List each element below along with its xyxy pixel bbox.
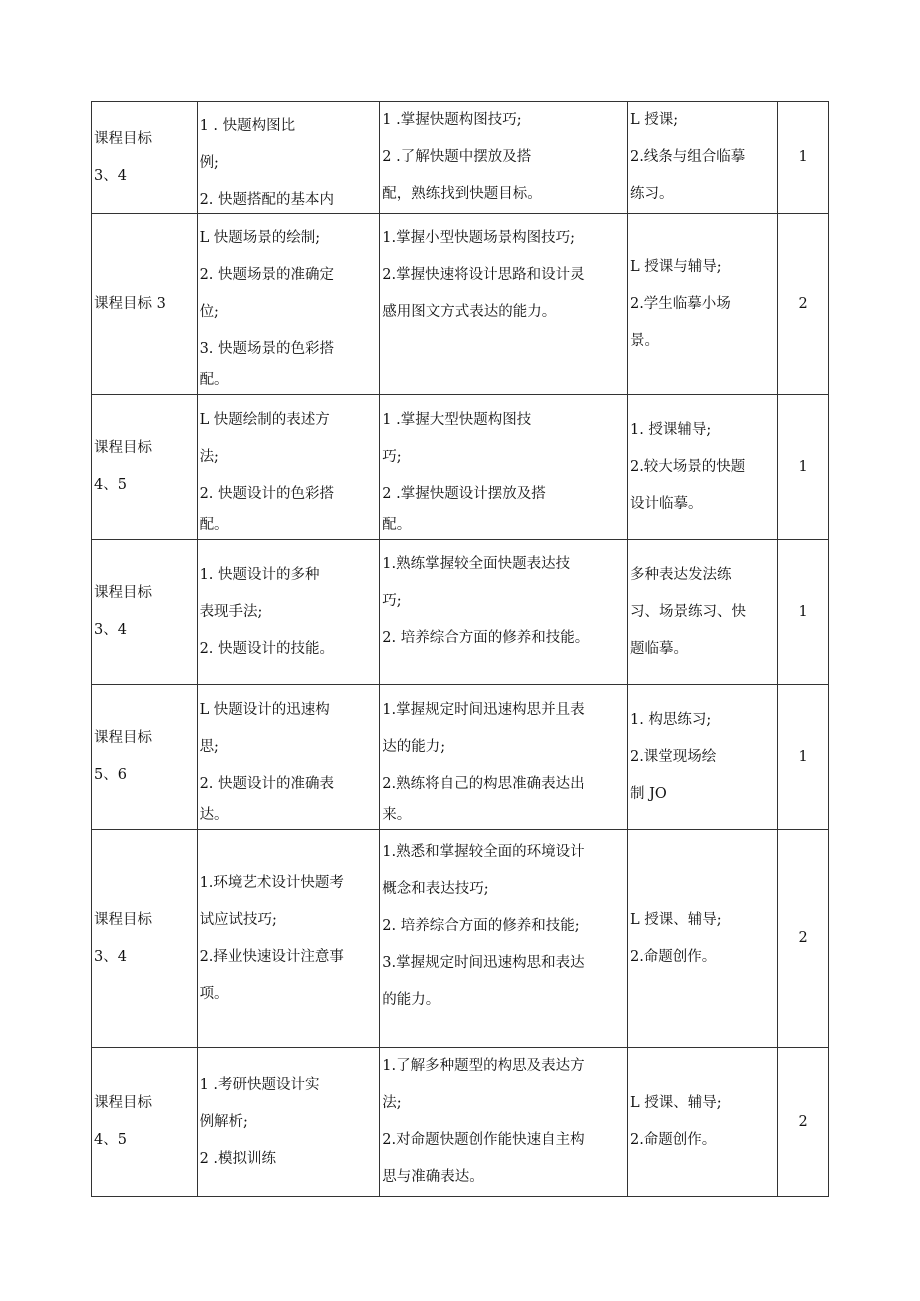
table-row <box>92 395 829 540</box>
objective-cell: 课程目标 3、4 <box>92 102 198 214</box>
goals-cell: 1 .掌握快题构图技巧; 2 .了解快题中摆放及搭 配，熟练找到快题目标。 <box>380 102 628 214</box>
goals-cell: 1 .掌握大型快题构图技 巧; 2 .掌握快题设计摆放及搭 配。 <box>380 395 628 540</box>
table-row <box>92 830 829 1048</box>
objective-cell: 课程目标 4、5 <box>92 1048 198 1197</box>
method-cell: 1. 授课辅导; 2.较大场景的快题 设计临摹。 <box>627 395 777 540</box>
table-row <box>92 1048 829 1197</box>
hours-cell: 1 <box>778 540 829 685</box>
content-cell: 1 .考研快题设计实 例解析; 2 .模拟训练 <box>197 1048 380 1197</box>
method-cell: L 授课、辅导; 2.命题创作。 <box>627 830 777 1048</box>
course-schedule-table <box>91 101 829 1197</box>
objective-cell: 课程目标 5、6 <box>92 685 198 830</box>
content-cell: L 快题场景的绘制; 2. 快题场景的准确定 位; 3. 快题场景的色彩搭 配。 <box>197 214 380 395</box>
content-cell: L 快题设计的迅速构 思; 2. 快题设计的准确表 达。 <box>197 685 380 830</box>
hours-cell: 1 <box>778 395 829 540</box>
hours-cell: 2 <box>778 1048 829 1197</box>
content-cell: 1 . 快题构图比 例; 2. 快题搭配的基本内 <box>197 102 380 214</box>
objective-cell: 课程目标 3 <box>92 214 198 395</box>
method-cell: 1. 构思练习; 2.课堂现场绘 制 JO <box>627 685 777 830</box>
method-cell: L 授课与辅导; 2.学生临摹小场 景。 <box>627 214 777 395</box>
goals-cell: 1.熟悉和掌握较全面的环境设计 概念和表达技巧; 2. 培养综合方面的修养和技能; 3.掌握规定时间迅速构思和表达 的能力。 <box>380 830 628 1048</box>
table-row <box>92 685 829 830</box>
content-cell: 1. 快题设计的多种 表现手法; 2. 快题设计的技能。 <box>197 540 380 685</box>
goals-cell: 1.掌握小型快题场景构图技巧; 2.掌握快速将设计思路和设计灵 感用图文方式表达的能力。 <box>380 214 628 395</box>
table-row <box>92 214 829 395</box>
objective-cell: 课程目标 4、5 <box>92 395 198 540</box>
objective-cell: 课程目标 3、4 <box>92 830 198 1048</box>
hours-cell: 2 <box>778 214 829 395</box>
method-cell: L 授课、辅导; 2.命题创作。 <box>627 1048 777 1197</box>
goals-cell: 1.掌握规定时间迅速构思并且表 达的能力; 2.熟练将自己的构思准确表达出 来。 <box>380 685 628 830</box>
table-row <box>92 102 829 214</box>
hours-cell: 1 <box>778 685 829 830</box>
goals-cell: 1.了解多种题型的构思及表达方 法; 2.对命题快题创作能快速自主构 思与准确表达。 <box>380 1048 628 1197</box>
method-cell: L 授课; 2.线条与组合临摹 练习。 <box>627 102 777 214</box>
hours-cell: 1 <box>778 102 829 214</box>
content-cell: 1.环境艺术设计快题考 试应试技巧; 2.择业快速设计注意事 项。 <box>197 830 380 1048</box>
method-cell: 多种表达发法练 习、场景练习、快 题临摹。 <box>627 540 777 685</box>
objective-cell: 课程目标 3、4 <box>92 540 198 685</box>
table-row <box>92 540 829 685</box>
goals-cell: 1.熟练掌握较全面快题表达技 巧; 2. 培养综合方面的修养和技能。 <box>380 540 628 685</box>
hours-cell: 2 <box>778 830 829 1048</box>
content-cell: L 快题绘制的表述方 法; 2. 快题设计的色彩搭 配。 <box>197 395 380 540</box>
